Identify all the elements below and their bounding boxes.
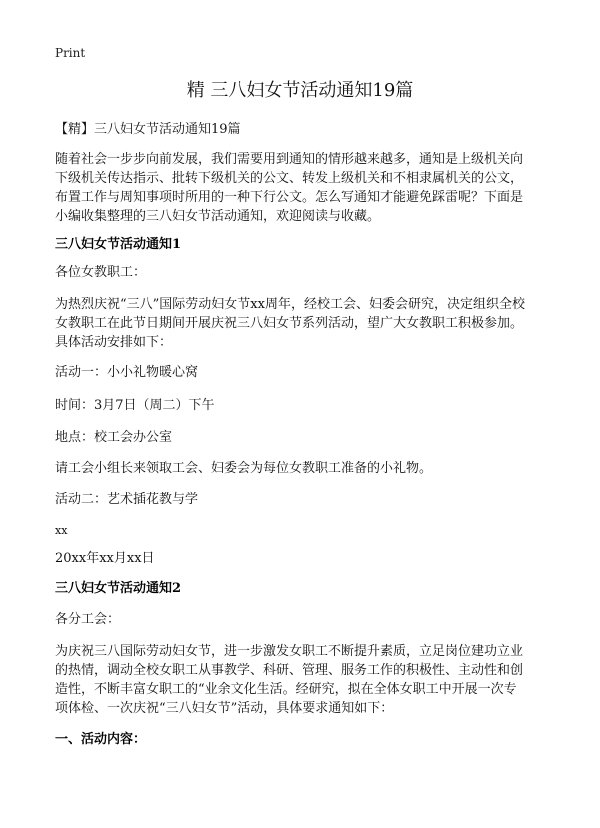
- intro-line: 随着社会一步步向前发展，我们需要用到通知的情形越来越多，通知是上级机关向: [55, 152, 524, 167]
- body-line: 造性，不断丰富女职工的“业余文化生活。经研究，拟在全体女职工中开展一次专: [55, 682, 517, 697]
- section2-heading: 三八妇女节活动通知2: [55, 581, 182, 596]
- activity-time: 时间：3月7日（周二）下午: [55, 398, 215, 413]
- section1-heading: 三八妇女节活动通知1: [55, 237, 182, 252]
- signature: xx: [55, 524, 68, 537]
- activity-place: 地点：校工会办公室: [55, 430, 173, 445]
- section2-greeting: 各分工会：: [55, 612, 121, 627]
- intro-line: 小编收集整理的三八妇女节活动通知，欢迎阅读与收藏。: [55, 209, 381, 224]
- activity-one: 活动一：小小礼物暖心窝: [55, 365, 199, 380]
- notice-date: 20xx年xx月xx日: [55, 551, 155, 566]
- intro-line: 布置工作与周知事项时所用的一种下行公文。怎么写通知才能避免踩雷呢？下面是: [55, 190, 524, 205]
- body-line: 为庆祝三八国际劳动妇女节，进一步激发女职工不断提升素质，立足岗位建功立业: [55, 644, 524, 659]
- intro-line: 下级机关传达指示、批转下级机关的公文、转发上级机关和不相隶属机关的公文，: [55, 171, 524, 186]
- body-line: 项体检、一次庆祝“三八妇女节”活动，具体要求通知如下：: [55, 701, 394, 716]
- activity-two: 活动二：艺术插花教与学: [55, 492, 199, 507]
- section1-body: [55, 295, 555, 352]
- intro-paragraph: [55, 150, 555, 226]
- gift-note: 请工会小组长来领取工会、妇委会为每位女教职工准备的小礼物。: [55, 461, 433, 476]
- body-line: 为热烈庆祝“三八”国际劳动妇女节xx周年，经校工会、妇委会研究，决定组织全校: [55, 297, 525, 312]
- section1-greeting: 各位女教职工：: [55, 265, 147, 280]
- body-line: 具体活动安排如下：: [55, 335, 173, 350]
- body-line: 的热情，调动全校女职工从事教学、科研、管理、服务工作的积极性、主动性和创: [55, 663, 524, 678]
- document-title: 精 三八妇女节活动通知19篇: [186, 80, 414, 101]
- print-link[interactable]: Print: [55, 46, 86, 60]
- section2-subheading: 一、活动内容：: [55, 732, 147, 747]
- section2-body: [55, 642, 555, 718]
- body-line: 女教职工在此节日期间开展庆祝三八妇女节系列活动，望广大女教职工积极参加。: [55, 316, 524, 331]
- document-subtitle: 【精】三八妇女节活动通知19篇: [55, 122, 241, 137]
